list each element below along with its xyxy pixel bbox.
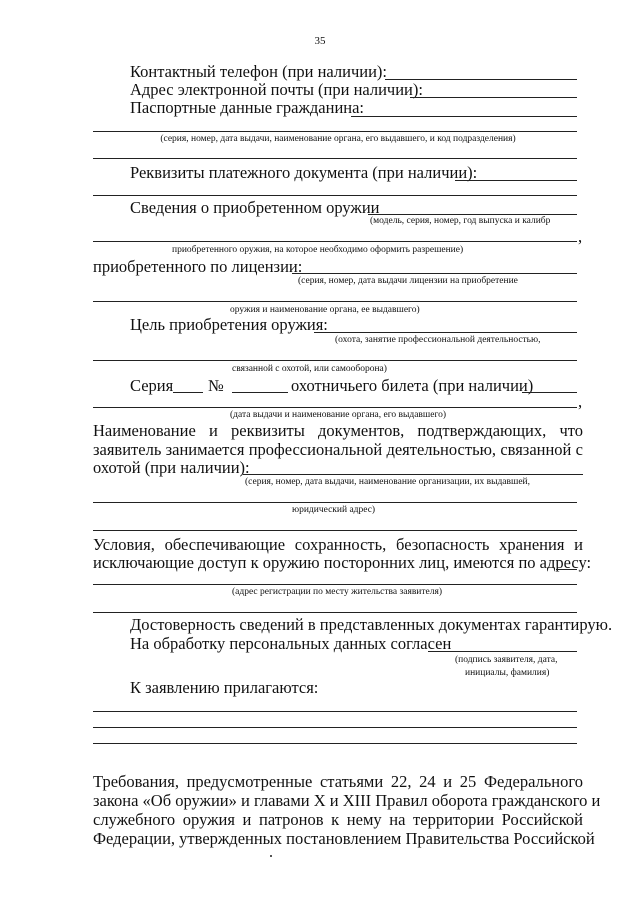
requirements-line: закона «Об оружии» и главами X и XIII Правил оборота гражданского и: [93, 791, 601, 810]
purpose-input-line-2[interactable]: [93, 360, 577, 361]
license-input-line[interactable]: [292, 273, 577, 274]
phone-label: Контактный телефон (при наличии):: [130, 62, 387, 81]
passport-hint: (серия, номер, дата выдачи, наименование органа, его выдавшего, и код подразделения): [160, 134, 516, 144]
attachment-line-1[interactable]: [93, 711, 577, 712]
license-hint-1: (серия, номер, дата выдачи лицензии на приобретение: [298, 276, 518, 286]
passport-input-line[interactable]: [351, 116, 577, 117]
ticket-hint: (дата выдачи и наименование органа, его выдавшего): [230, 410, 447, 420]
passport-label: Паспортные данные гражданина:: [130, 98, 365, 117]
payment-doc-input-line-2[interactable]: [93, 195, 577, 196]
consent-label: На обработку персональных данных согласен: [130, 634, 452, 653]
passport-input-line-2[interactable]: [93, 131, 577, 132]
reliability-text: Достоверность сведений в представленных документах гарантирую.: [130, 615, 613, 634]
requirements-line: Требования, предусмотренные статьями 22, 24 и 25 Федерального: [93, 772, 583, 791]
ticket-number-sign: №: [208, 376, 224, 395]
purpose-hint-2: связанной с охотой, или самооборона): [232, 364, 387, 374]
docs-input-line-3[interactable]: [93, 530, 577, 531]
signature-input-line[interactable]: [428, 651, 577, 652]
storage-input-line[interactable]: [556, 569, 577, 570]
docs-paragraph-line: Наименование и реквизиты документов, подтверждающих, что: [93, 421, 583, 440]
docs-last-line: охотой (при наличии):: [93, 458, 250, 477]
ticket-label: охотничьего билета (при наличии): [291, 376, 534, 395]
requirements-line: служебного оружия и патронов к нему на территории Российской: [93, 810, 583, 829]
consent-hint-2: инициалы, фамилия): [465, 668, 550, 678]
consent-hint-1: (подпись заявителя, дата,: [455, 655, 558, 665]
passport-input-line-3[interactable]: [93, 158, 577, 159]
docs-hint-1: (серия, номер, дата выдачи, наименование организации, их выдавшей,: [245, 477, 530, 487]
comma-1: ,: [578, 227, 583, 246]
ticket-info-input-line-2[interactable]: [93, 407, 577, 408]
storage-last-line: исключающие доступ к оружию посторонних лиц, имеются по адресу:: [93, 553, 592, 572]
docs-input-line-2[interactable]: [93, 502, 577, 503]
storage-input-line-3[interactable]: [93, 612, 577, 613]
email-label: Адрес электронной почты (при наличии):: [130, 80, 423, 99]
weapon-hint-2: приобретенного оружия, на которое необходимо оформить разрешение): [172, 245, 464, 255]
ticket-series-input-line[interactable]: [173, 392, 203, 393]
weapon-hint-1: (модель, серия, номер, год выпуска и калибр: [370, 216, 551, 226]
payment-doc-label: Реквизиты платежного документа (при наличии):: [130, 163, 478, 182]
docs-paragraph-line: заявитель занимается профессиональной деятельностью, связанной с: [93, 440, 583, 459]
attached-label: К заявлению прилагаются:: [130, 678, 319, 697]
ticket-series-label: Серия: [130, 376, 174, 395]
email-input-line[interactable]: [410, 97, 577, 98]
purpose-input-line[interactable]: [314, 332, 577, 333]
attachment-line-2[interactable]: [93, 727, 577, 728]
weapon-info-input-line-2[interactable]: [93, 241, 577, 242]
purpose-label: Цель приобретения оружия:: [130, 315, 328, 334]
license-hint-2: оружия и наименование органа, ее выдавшего): [230, 305, 420, 315]
attachment-line-3[interactable]: [93, 743, 577, 744]
scan-dot-mark: [270, 855, 272, 857]
comma-2: ,: [578, 392, 583, 411]
storage-paragraph-line: Условия, обеспечивающие сохранность, безопасность хранения и: [93, 535, 583, 554]
weapon-info-input-line[interactable]: [368, 214, 577, 215]
ticket-info-input-line[interactable]: [522, 392, 577, 393]
purpose-hint-1: (охота, занятие профессиональной деятельностью,: [335, 335, 541, 345]
storage-input-line-2[interactable]: [93, 584, 577, 585]
license-label: приобретенного по лицензии:: [93, 257, 303, 276]
storage-hint: (адрес регистрации по месту жительства заявителя): [232, 587, 443, 597]
ticket-number-input-line[interactable]: [232, 392, 288, 393]
license-input-line-2[interactable]: [93, 301, 577, 302]
payment-doc-input-line[interactable]: [455, 180, 577, 181]
docs-input-line[interactable]: [243, 474, 583, 475]
weapon-info-label: Сведения о приобретенном оружии: [130, 198, 380, 217]
requirements-line: Федерации, утвержденных постановлением Правительства Российской: [93, 829, 595, 848]
page-number: 35: [314, 35, 326, 47]
docs-hint-2: юридический адрес): [292, 505, 376, 515]
